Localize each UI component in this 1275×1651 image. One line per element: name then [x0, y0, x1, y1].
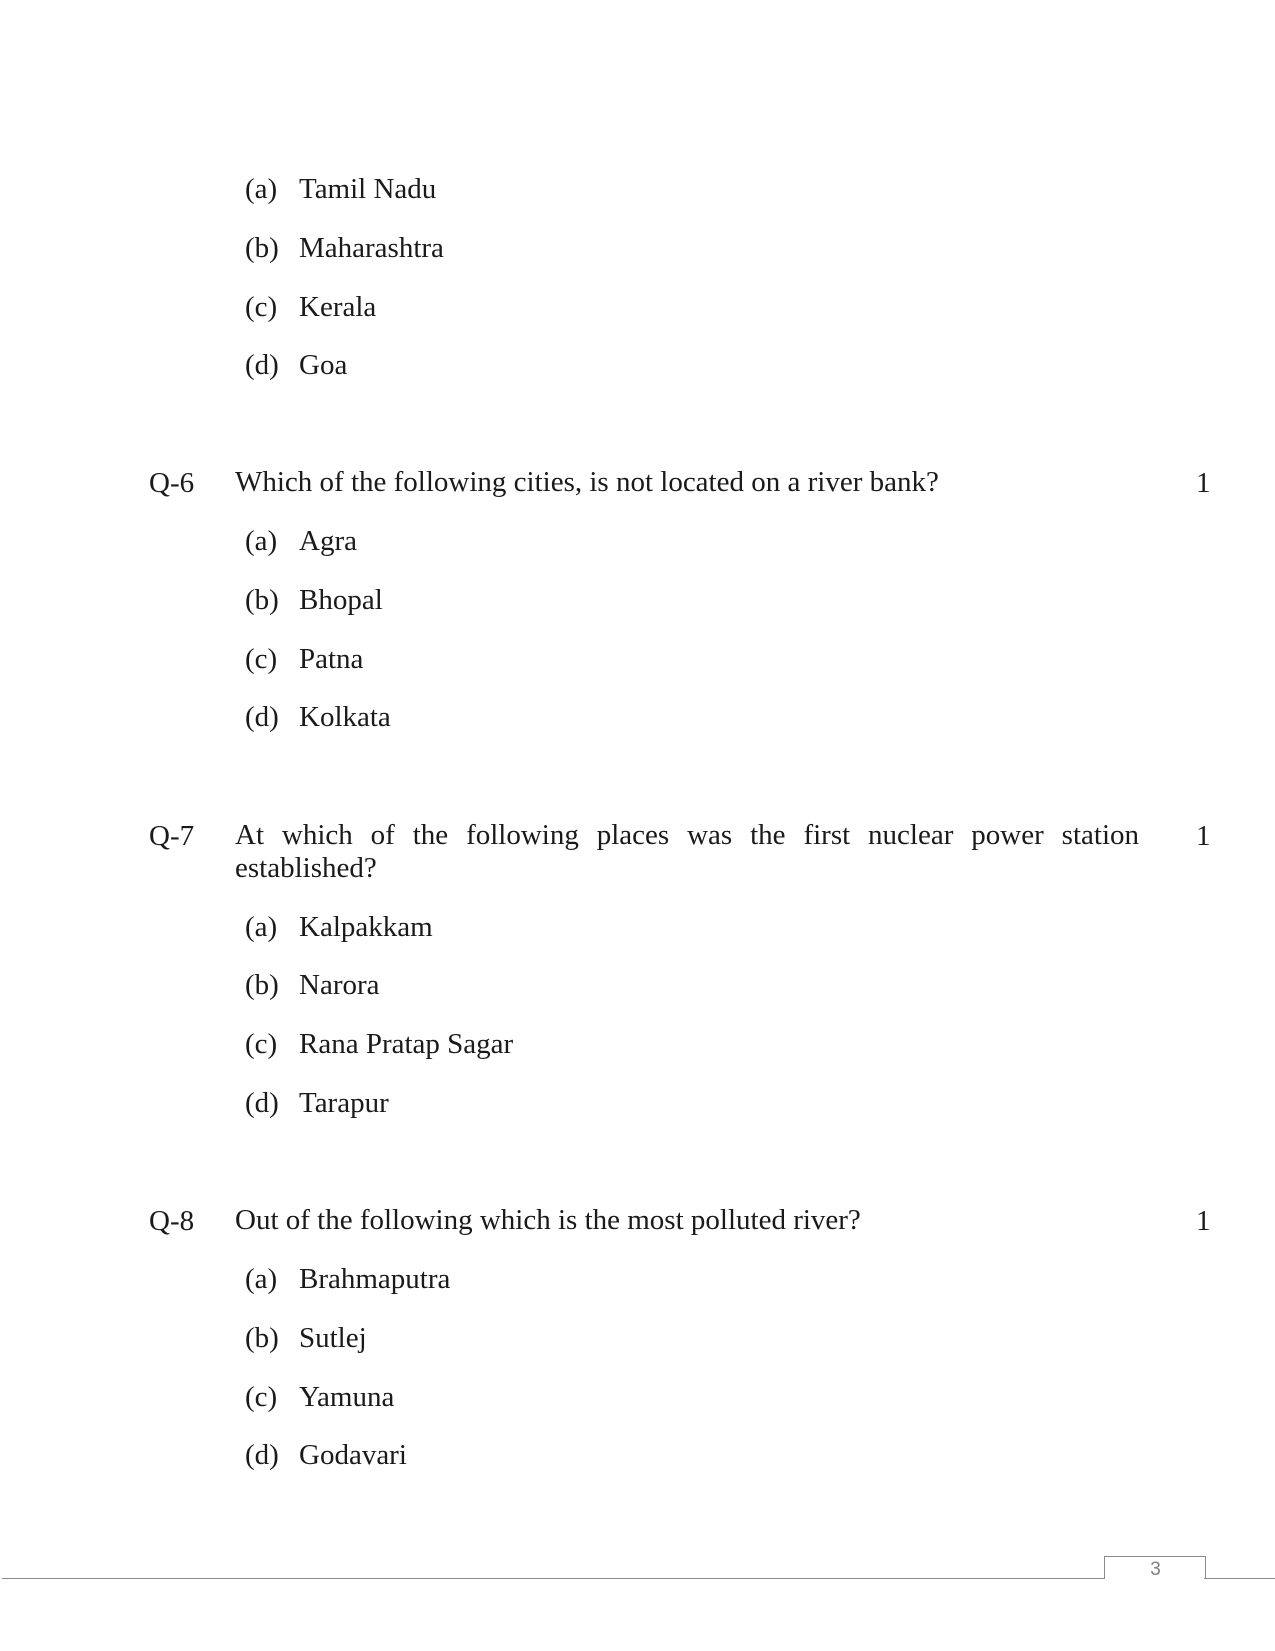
footer-rule-right	[1204, 1578, 1275, 1579]
option-text: Yamuna	[299, 1381, 395, 1413]
question-marks-q8: 1	[1196, 1205, 1211, 1237]
question-number-q7: Q-7	[149, 820, 195, 852]
question-text-q6: Which of the following cities, is not located on a river bank?	[235, 466, 939, 498]
option-text: Maharashtra	[299, 232, 444, 264]
option-label: (b)	[245, 584, 279, 616]
question-number-q6: Q-6	[149, 467, 195, 499]
option-text: Patna	[299, 643, 364, 675]
option-label: (d)	[245, 349, 279, 381]
question-text-q8: Out of the following which is the most polluted river?	[235, 1204, 861, 1236]
option-label: (c)	[245, 1381, 278, 1413]
option-label: (c)	[245, 291, 278, 323]
option-text: Kalpakkam	[299, 911, 433, 943]
question-number-q8: Q-8	[149, 1205, 195, 1237]
question-marks-q7: 1	[1196, 820, 1211, 852]
option-text: Godavari	[299, 1439, 407, 1471]
option-text: Brahmaputra	[299, 1263, 451, 1295]
question-marks-q6: 1	[1196, 467, 1211, 499]
option-text: Rana Pratap Sagar	[299, 1028, 514, 1060]
option-text: Kerala	[299, 291, 377, 323]
option-label: (a)	[245, 173, 278, 205]
option-label: (b)	[245, 1322, 279, 1354]
option-label: (c)	[245, 1028, 278, 1060]
option-text: Tarapur	[299, 1087, 389, 1119]
option-text: Sutlej	[299, 1322, 367, 1354]
option-text: Narora	[299, 969, 380, 1001]
option-label: (c)	[245, 643, 278, 675]
option-text: Bhopal	[299, 584, 383, 616]
page-number: 3	[1150, 1559, 1161, 1580]
option-label: (b)	[245, 232, 279, 264]
option-label: (a)	[245, 1263, 278, 1295]
option-label: (a)	[245, 525, 278, 557]
option-text: Tamil Nadu	[299, 173, 437, 205]
question-text-q7: At which of the following places was the first nuclear power station established?	[235, 819, 1139, 884]
footer-rule-left	[2, 1578, 1105, 1579]
option-label: (d)	[245, 1087, 279, 1119]
option-text: Goa	[299, 349, 348, 381]
option-label: (b)	[245, 969, 279, 1001]
option-text: Agra	[299, 525, 357, 557]
option-label: (d)	[245, 1439, 279, 1471]
option-label: (a)	[245, 911, 278, 943]
option-text: Kolkata	[299, 701, 391, 733]
option-label: (d)	[245, 701, 279, 733]
